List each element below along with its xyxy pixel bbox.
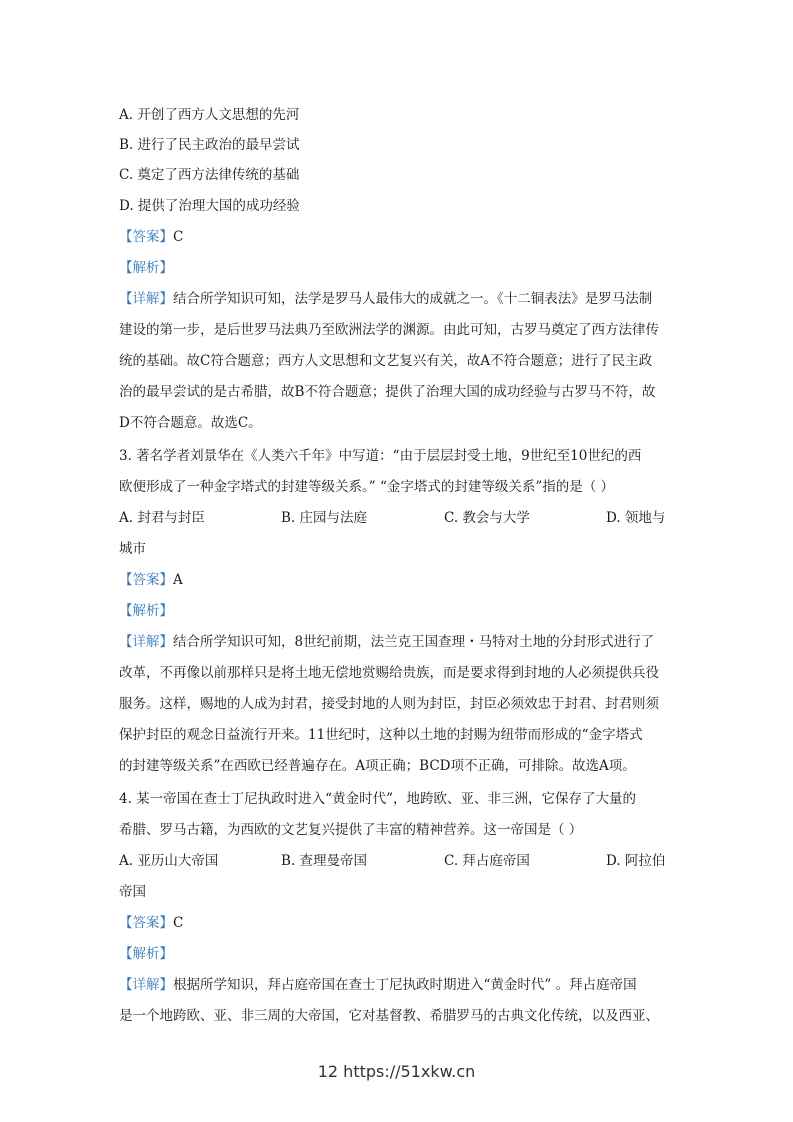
q4-answer: [119, 913, 183, 933]
detail-text: 结合所学知识可知，法学是罗马人最伟大的成就之一。《十二铜表法》是罗马法制: [173, 291, 653, 307]
q2-analysis-tag: 【解析】: [119, 260, 173, 276]
q2-detail-line: 统的基础。故C符合题意；西方人文思想和文艺复兴有关，故A不符合题意；进行了民主政: [119, 353, 653, 369]
q4-detail-line: [119, 975, 637, 995]
q4-stem: 希腊、罗马古籍，为西欧的文艺复兴提供了丰富的精神营养。这一帝国是（ ）: [119, 822, 583, 838]
q3-detail-line: [119, 632, 654, 652]
q2-detail-line: D不符合题意。故选C。: [119, 415, 262, 431]
q3-option-d-wrap: 城市: [119, 541, 146, 557]
answer-value: C: [173, 915, 184, 931]
q3-answer: [119, 570, 183, 590]
q4-detail-line: 是一个地跨欧、亚、非三周的大帝国，它对基督教、希腊罗马的古典文化传统，以及西亚、: [119, 1008, 659, 1024]
page-footer: 12 https://51xkw.cn: [317, 1062, 476, 1081]
q2-option-a: A. 开创了西方人文思想的先河: [119, 107, 300, 123]
q4-option-b: B. 查理曼帝国: [281, 853, 368, 869]
detail-tag: 【详解】: [119, 634, 173, 650]
q4-option-d-wrap: 帝国: [119, 884, 146, 900]
q2-option-d: D. 提供了治理大国的成功经验: [119, 198, 300, 214]
q3-option-c: C. 教会与大学: [444, 510, 530, 526]
q3-stem: 3. 著名学者刘景华在《人类六千年》中写道：“由于层层封受土地，9世纪至10世纪的西: [119, 448, 642, 464]
answer-value: C: [173, 229, 184, 245]
q3-stem: 欧便形成了一种金字塔式的封建等级关系。” “金字塔式的封建等级关系”指的是（ ）: [119, 479, 615, 495]
answer-tag: 【答案】: [119, 915, 173, 931]
answer-tag: 【答案】: [119, 572, 173, 588]
q3-option-d: D. 领地与: [606, 510, 666, 526]
q3-option-a: A. 封君与封臣: [119, 510, 205, 526]
q2-answer: [119, 227, 183, 247]
q3-detail-line: 保护封臣的观念日益流行开来。11世纪时，这种以土地的封赐为纽带而形成的“金字塔式: [119, 727, 643, 743]
detail-tag: 【详解】: [119, 977, 173, 993]
q3-analysis-tag: 【解析】: [119, 603, 173, 619]
q3-detail-line: 服务。这样，赐地的人成为封君，接受封地的人则为封臣，封臣必须效忠于封君、封君则须: [119, 696, 659, 712]
q4-analysis-tag: 【解析】: [119, 946, 173, 962]
detail-text: 根据所学知识，拜占庭帝国在查士丁尼执政时期进入“黄金时代” 。拜占庭帝国: [173, 977, 637, 993]
q4-stem: 4. 某一帝国在查士丁尼执政时进入“黄金时代”，地跨欧、亚、非三洲，它保存了大量的: [119, 791, 636, 807]
q2-detail-line: 治的最早尝试的是古希腊，故B不符合题意；提供了治理大国的成功经验与古罗马不符，故: [119, 384, 656, 400]
q3-detail-line: 的封建等级关系”在西欧已经普遍存在。A项正确；BCD项不正确，可排除。故选A项。: [119, 758, 636, 774]
detail-tag: 【详解】: [119, 291, 173, 307]
q4-option-a: A. 亚历山大帝国: [119, 853, 219, 869]
detail-text: 结合所学知识可知，8世纪前期，法兰克王国查理・马特对土地的分封形式进行了: [173, 634, 655, 650]
q2-detail-line: [119, 289, 652, 309]
q4-option-d: D. 阿拉伯: [606, 853, 666, 869]
answer-tag: 【答案】: [119, 229, 173, 245]
q2-detail-line: 建设的第一步，是后世罗马法典乃至欧洲法学的渊源。由此可知，古罗马奠定了西方法律传: [119, 322, 659, 338]
answer-value: A: [173, 572, 183, 588]
q2-option-c: C. 奠定了西方法律传统的基础: [119, 167, 300, 183]
q4-option-c: C. 拜占庭帝国: [444, 853, 530, 869]
q3-detail-line: 改革，不再像以前那样只是将土地无偿地赏赐给贵族，而是要求得到封地的人必须提供兵役: [119, 665, 659, 681]
q3-option-b: B. 庄园与法庭: [281, 510, 368, 526]
q2-option-b: B. 进行了民主政治的最早尝试: [119, 137, 300, 153]
